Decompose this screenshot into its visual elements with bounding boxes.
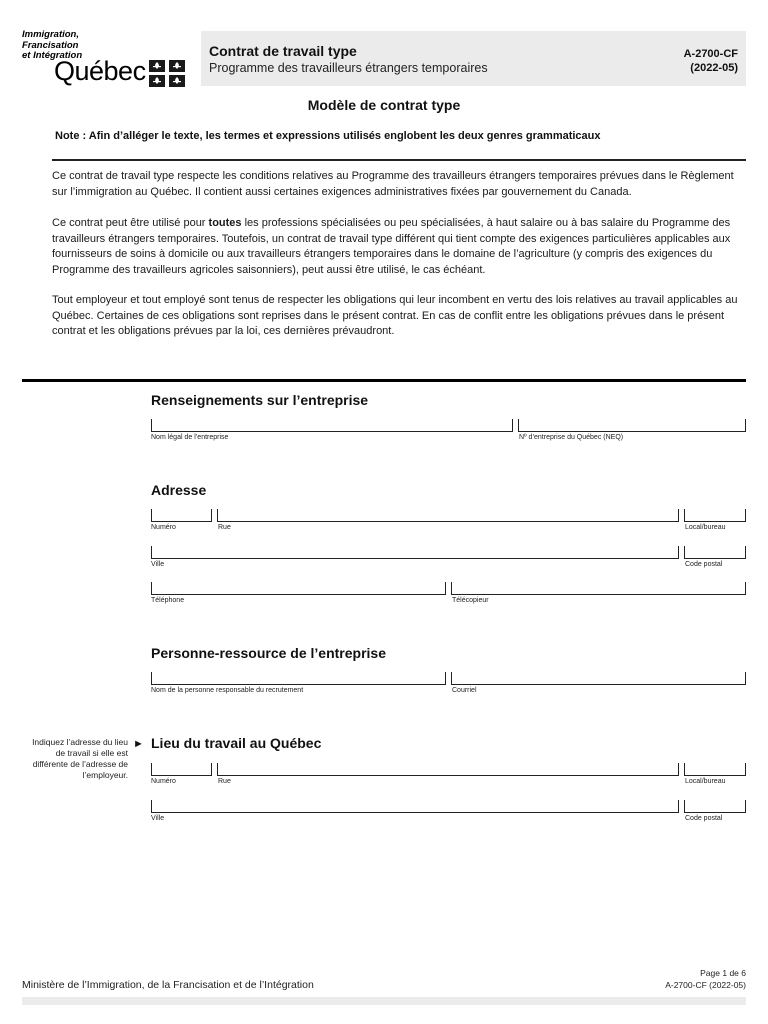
lieu-ville-label: Ville	[151, 815, 165, 822]
lieu-code-postal-label: Code postal	[685, 815, 723, 822]
contact-name-field[interactable]	[151, 672, 446, 685]
local-field[interactable]	[684, 509, 746, 522]
document-title: Modèle de contrat type	[307, 97, 461, 113]
footer-form-code: A-2700-CF (2022-05)	[665, 980, 746, 990]
quebec-flag-icon	[149, 60, 185, 87]
form-code: A-2700-CF (2022-05)	[683, 48, 738, 74]
form-title: Contrat de travail type	[209, 43, 357, 59]
rue-label: Rue	[218, 524, 231, 531]
workplace-side-note: Indiquez l’adresse du lieu de travail si elle est différente de l’adresse de l’employeur.	[32, 737, 128, 780]
lieu-numero-field[interactable]	[151, 763, 212, 776]
intro-paragraph-3: Tout employeur et tout employé sont tenus de respecter les obligations qui leur incombent en vertu des lois relatives au travail applicables au Québec. Certaines de ces obligations sont reprises dans le présent contrat. En cas de conflit entre les obligations prévues dans le présent contrat et les obligations prévues par la loi, ces dernières prévaudront.	[52, 294, 738, 337]
code-postal-field[interactable]	[684, 546, 746, 559]
legal-name-field[interactable]	[151, 419, 513, 432]
email-field[interactable]	[451, 672, 746, 685]
telephone-label: Téléphone	[151, 597, 185, 604]
neq-label: Nº d’entreprise du Québec (NEQ)	[519, 434, 624, 441]
telephone-field[interactable]	[151, 582, 446, 595]
intro-paragraph-1: Ce contrat de travail type respecte les conditions relatives au Programme des travailleurs étrangers temporaires prévues dans le Règlement sur l’immigration au Québec. Il contient aussi certaines exigences administratives fixées par gouvernement du Canada.	[52, 170, 734, 198]
gender-note: Note : Afin d’alléger le texte, les termes et expressions utilisés englobent les deux genres grammaticaux	[55, 130, 601, 142]
code-postal-label: Code postal	[685, 561, 723, 568]
intro-paragraph-2: Ce contrat peut être utilisé pour toutes les professions spécialisées ou peu spécialisées, à haut salaire ou à bas salaire du Programme des travailleurs étrangers temporaires. Toutefois, un contrat de travail type différent qui tient compte des exigences particulières applicables aux fournisseurs de soins à domicile ou aux travailleurs étrangers temporaires dans le domaine de l’agriculture (y compris des exigences du Programme des travailleurs agricoles saisonniers), peut aussi être utilisé, le cas échéant.	[52, 217, 731, 276]
page-number: Page 1 de 6	[700, 968, 746, 978]
section-title-entreprise: Renseignements sur l’entreprise	[151, 392, 369, 408]
legal-name-label: Nom légal de l’entreprise	[151, 434, 229, 441]
lieu-ville-field[interactable]	[151, 800, 679, 813]
neq-field[interactable]	[518, 419, 746, 432]
lieu-local-field[interactable]	[684, 763, 746, 776]
footer-band	[22, 997, 746, 1005]
ministry-name: Immigration, Francisation et Intégration	[22, 29, 83, 61]
divider	[52, 159, 746, 161]
footer-page-info	[665, 967, 746, 991]
lieu-rue-label: Rue	[218, 778, 231, 785]
section-title-lieu: Lieu du travail au Québec	[151, 735, 322, 751]
lieu-rue-field[interactable]	[217, 763, 679, 776]
lieu-numero-label: Numéro	[151, 778, 176, 785]
arrow-right-icon: ►	[133, 738, 144, 750]
footer-ministry: Ministère de l’Immigration, de la Francisation et de l’Intégration	[22, 979, 314, 991]
section-title-contact: Personne-ressource de l’entreprise	[151, 645, 386, 661]
section-title-adresse: Adresse	[151, 482, 207, 498]
section-divider	[22, 379, 746, 382]
quebec-wordmark: Québec	[54, 56, 146, 86]
local-label: Local/bureau	[685, 524, 726, 531]
contact-name-label: Nom de la personne responsable du recrutement	[151, 687, 304, 694]
lieu-code-postal-field[interactable]	[684, 800, 746, 813]
numero-field[interactable]	[151, 509, 212, 522]
email-label: Courriel	[452, 687, 477, 694]
ville-field[interactable]	[151, 546, 679, 559]
numero-label: Numéro	[151, 524, 176, 531]
lieu-local-label: Local/bureau	[685, 778, 726, 785]
ville-label: Ville	[151, 561, 165, 568]
telecopieur-label: Télécopieur	[452, 597, 489, 604]
telecopieur-field[interactable]	[451, 582, 746, 595]
form-subtitle: Programme des travailleurs étrangers temporaires	[209, 61, 488, 75]
rue-field[interactable]	[217, 509, 679, 522]
